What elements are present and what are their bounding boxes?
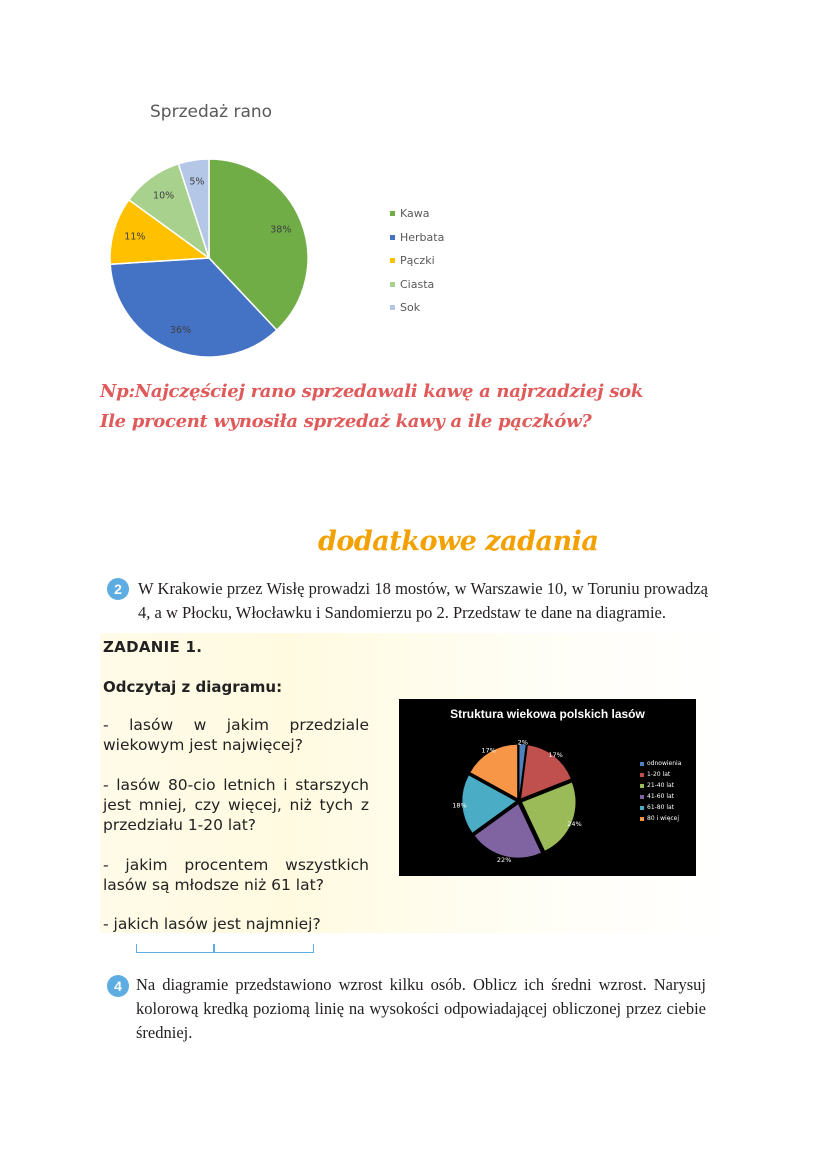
question-1-line-2: wiekowym jest najwięcej? xyxy=(103,736,303,754)
legend-swatch xyxy=(390,235,395,240)
task4-number-badge: 4 xyxy=(107,975,129,997)
legend-swatch xyxy=(390,282,395,287)
pie-label: 11% xyxy=(124,231,146,243)
legend-item xyxy=(390,296,444,320)
question-3-line-1: - jakim procentem wszystkich xyxy=(103,856,369,874)
question-1-line-1: - lasów w jakim przedziale xyxy=(103,716,369,734)
pie-label: 22% xyxy=(496,855,512,864)
pie-label: 17% xyxy=(548,750,563,759)
legend-swatch xyxy=(640,773,644,777)
legend-label: Herbata xyxy=(400,230,445,244)
legend-swatch xyxy=(390,211,395,216)
legend-item xyxy=(640,780,681,791)
pie-label: 18% xyxy=(452,801,467,810)
pie-label: 10% xyxy=(153,190,175,202)
task2-number-badge: 2 xyxy=(107,578,129,600)
question-3-line-2: lasów są młodsze niż 61 lat? xyxy=(103,876,324,894)
bracket-divider xyxy=(213,944,215,952)
pie-label: 36% xyxy=(170,324,192,336)
pie-label: 38% xyxy=(270,224,292,236)
question-4: - jakich lasów jest najmniej? xyxy=(103,915,321,933)
legend-item xyxy=(640,802,681,813)
pie-label: 2% xyxy=(517,738,528,747)
legend-item xyxy=(640,791,681,802)
legend-label: 21-40 lat xyxy=(647,782,675,789)
note-line-1: Np:Najczęściej rano sprzedawali kawę a najrzadziej sok xyxy=(100,381,644,402)
legend-label: odnowienia xyxy=(647,760,682,767)
pie-label: 5% xyxy=(189,176,205,188)
legend-item xyxy=(390,249,444,273)
legend-label: 61-80 lat xyxy=(647,804,675,811)
chart2-panel xyxy=(399,699,696,876)
note-line-2: Ile procent wynosiła sprzedaż kawy a ile pączków? xyxy=(100,411,592,432)
zadanie-subtitle: Odczytaj z diagramu: xyxy=(103,678,283,696)
legend-item xyxy=(640,813,681,824)
legend-label: 41-60 lat xyxy=(647,793,675,800)
chart1-pie xyxy=(100,150,320,365)
question-2: - lasów 80-cio letnich i starszych jest mniej, czy więcej, niż tych z przedziału 1-20 lat? xyxy=(103,776,369,834)
legend-item xyxy=(390,202,444,226)
bracket-decoration xyxy=(136,944,314,953)
legend-swatch xyxy=(640,795,644,799)
chart2-title: Struktura wiekowa polskich lasów xyxy=(450,707,645,721)
legend-swatch xyxy=(640,806,644,810)
legend-label: 80 i więcej xyxy=(647,815,680,822)
task4-text: Na diagramie przedstawiono wzrost kilku osób. Oblicz ich średni wzrost. Narysuj kolorową kredką poziomą linię na wysokości odpowiadającej obliczonej przez ciebie średniej. xyxy=(136,975,706,1042)
legend-swatch xyxy=(390,258,395,263)
zadanie-title: ZADANIE 1. xyxy=(103,638,203,656)
legend-swatch xyxy=(640,817,644,821)
chart1-legend xyxy=(390,202,444,320)
legend-label: Ciasta xyxy=(400,277,435,291)
extra-tasks-heading: dodatkowe zadania xyxy=(318,526,599,557)
chart1-title: Sprzedaż rano xyxy=(150,102,273,122)
legend-item xyxy=(390,273,444,297)
legend-label: 1-20 lat xyxy=(647,771,671,778)
pie-label: 17% xyxy=(481,746,496,755)
legend-item xyxy=(640,769,681,780)
legend-label: Sok xyxy=(400,301,421,315)
pie-label: 24% xyxy=(567,819,582,828)
legend-swatch xyxy=(640,784,644,788)
legend-label: Pączki xyxy=(400,254,435,268)
task2-text: W Krakowie przez Wisłę prowadzi 18 mostów, w Warszawie 10, w Toruniu prowadzą 4, a w Płocku, Włocławku i Sandomierzu po 2. Przedstaw te dane na diagramie. xyxy=(138,579,708,622)
legend-label: Kawa xyxy=(400,207,430,221)
chart2-legend xyxy=(640,758,681,824)
legend-item xyxy=(390,226,444,250)
legend-swatch xyxy=(640,762,644,766)
legend-item xyxy=(640,758,681,769)
legend-swatch xyxy=(390,305,395,310)
